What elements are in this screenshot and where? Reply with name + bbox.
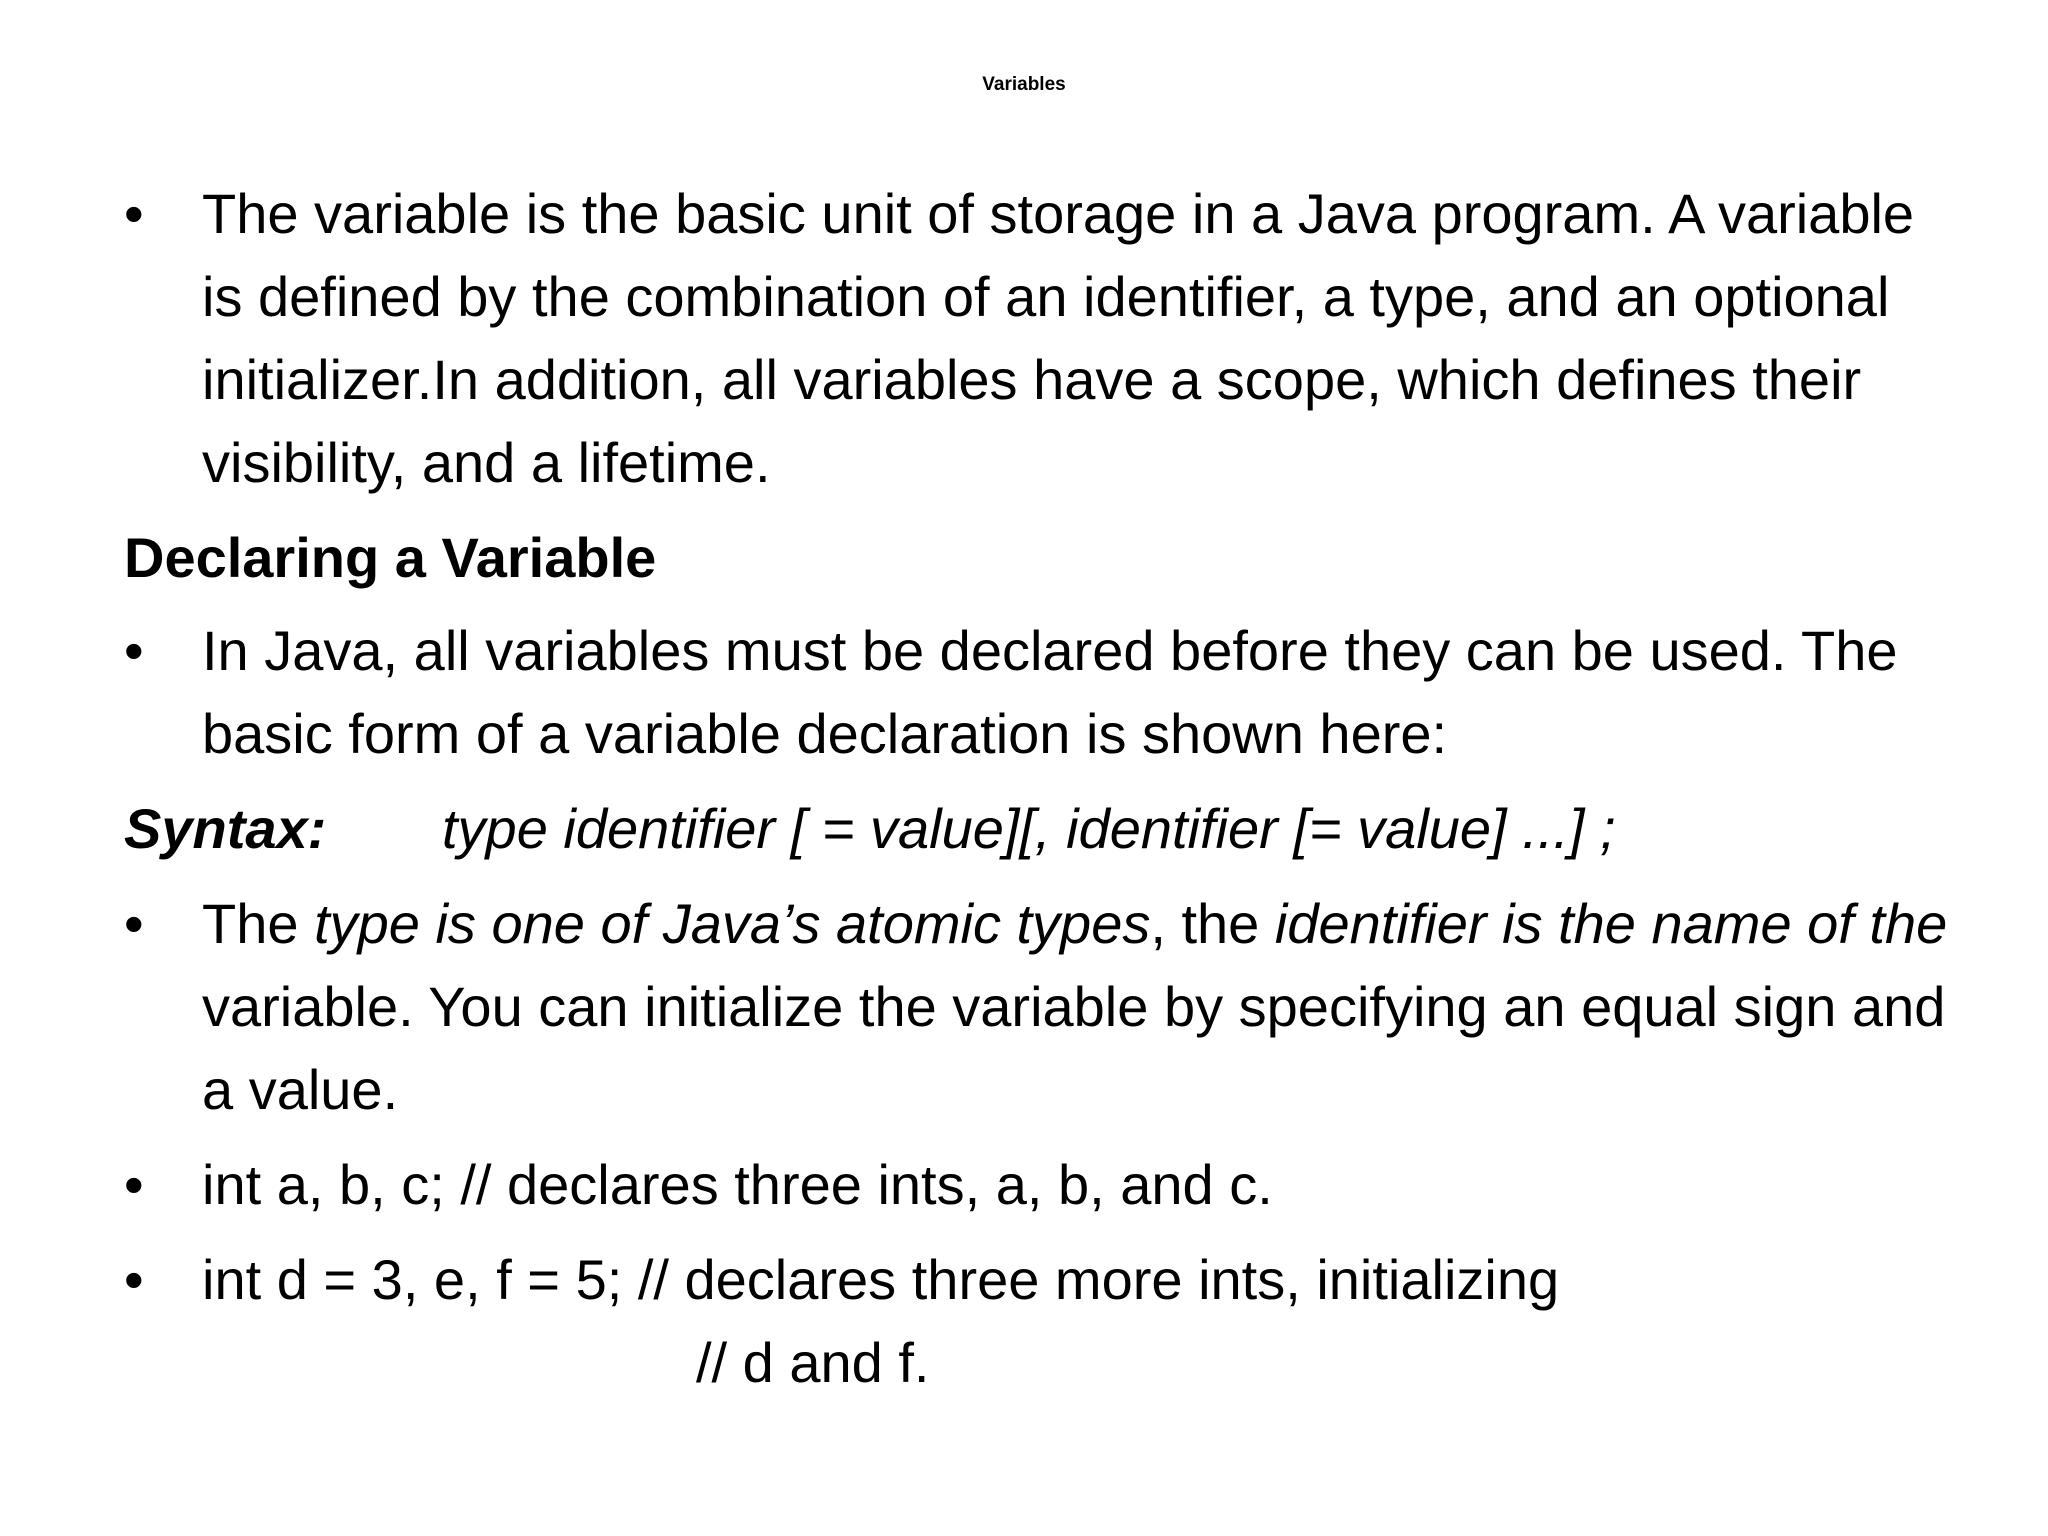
text-run: The bbox=[202, 892, 315, 955]
bullet-example-2 bbox=[124, 1238, 1964, 1321]
slide-body bbox=[124, 172, 1964, 1404]
syntax-expression: type identifier [ = value][, identifier [= value] ...] ; bbox=[442, 797, 1616, 860]
bullet-text: In Java, all variables must be declared before they can be used. The basic form of a variable declaration is shown here: bbox=[202, 619, 1898, 765]
bullet-marker: • bbox=[124, 892, 144, 955]
bullet-text bbox=[202, 892, 1947, 1121]
bullet-marker: • bbox=[124, 1153, 144, 1216]
text-run-italic: identifier is the name of the bbox=[1274, 892, 1948, 955]
text-run-italic: type is one of Java’s atomic types bbox=[314, 892, 1151, 955]
bullet-variable-definition bbox=[124, 172, 1964, 504]
text-run: , the bbox=[1150, 892, 1275, 955]
section-heading: Declaring a Variable bbox=[124, 526, 657, 589]
text-run: variable. You can initialize the variable by specifying an equal sign and a value. bbox=[202, 975, 1946, 1121]
bullet-declaration-intro bbox=[124, 609, 1964, 775]
bullet-marker: • bbox=[124, 1248, 144, 1311]
bullet-marker: • bbox=[124, 619, 144, 682]
bullet-type-explanation bbox=[124, 882, 1964, 1131]
bullet-example-1 bbox=[124, 1143, 1964, 1226]
bullet-example-2-continuation: // d and f. bbox=[696, 1331, 930, 1394]
bullet-text: int a, b, c; // declares three ints, a, b, and c. bbox=[202, 1153, 1273, 1216]
syntax-line bbox=[124, 787, 1964, 870]
bullet-text: The variable is the basic unit of storage in a Java program. A variable is defined by the combination of an identifier, a type, and an optional initializer.In addition, all variables have a scope, which defines their visibility, and a lifetime. bbox=[202, 182, 1915, 494]
bullet-marker: • bbox=[124, 182, 144, 245]
syntax-label: Syntax: bbox=[124, 797, 327, 860]
bullet-text: int d = 3, e, f = 5; // declares three more ints, initializing bbox=[202, 1248, 1560, 1311]
slide-title: Variables bbox=[982, 74, 1066, 95]
